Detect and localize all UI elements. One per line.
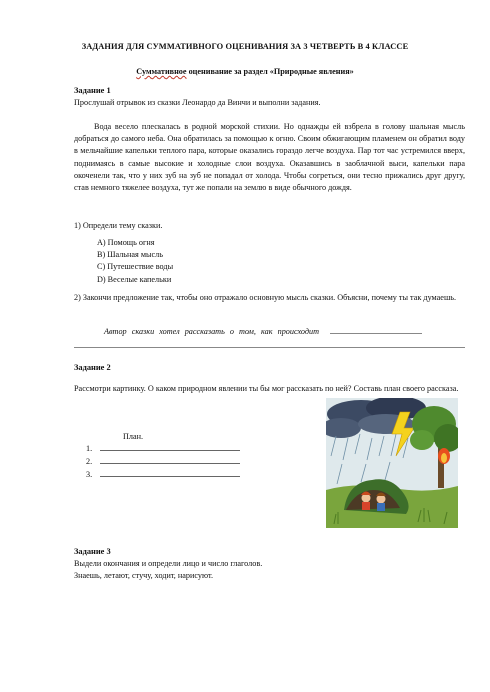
task2-instruction: Рассмотри картинку. О каком природном явлении ты бы мог рассказать по ней? Составь план своего рассказа. — [74, 384, 459, 393]
document-title: ЗАДАНИЯ ДЛЯ СУММАТИВНОГО ОЦЕНИВАНИЯ ЗА 3 ЧЕТВЕРТЬ В 4 КЛАССЕ — [81, 42, 409, 51]
answer-blank-line-2[interactable] — [74, 347, 465, 348]
option-a[interactable]: A) Помощь огня — [97, 238, 155, 247]
answer-blank-line[interactable] — [330, 325, 422, 334]
plan-item-1: 1. — [86, 442, 240, 455]
option-c[interactable]: C) Путешествие воды — [97, 262, 174, 272]
fire — [438, 448, 450, 464]
plan-title: План. — [123, 432, 144, 441]
story-excerpt: Вода весело плескалась в родной морской стихии. Но однажды ей взбрела в голову шальная мысль добраться до самого неба. Она обратилась за помощью к огню. Своим обжигающим пламенем он обратил воду в мельчайшие капельки теплого пара, которые оказались гораздо легче воздуха. Пар тот час устремился вверх, поднимаясь в самые высокие и холодные слои воздуха. Оказавшись в заоблачной выси, капельки пара окоченели так, что у них зуб на зуб не попадал от холода. Чтобы согреться, они тесно прижались друг другу, став немного тяжелее воздуха, тут же попали на землю в виде обычного дождя. — [74, 122, 465, 193]
task3-words: Знаешь, летают, стучу, ходит, нарисуют. — [74, 571, 214, 580]
document-subtitle — [0, 67, 490, 76]
task1-instruction: Прослушай отрывок из сказки Леонардо да Винчи и выполни задания. — [74, 98, 321, 107]
plan-line-2[interactable] — [100, 455, 240, 464]
plan-line-1[interactable] — [100, 442, 240, 451]
storm-illustration — [326, 398, 458, 528]
spellcheck-flagged-word: Суммативное — [136, 67, 187, 76]
question2: 2) Закончи предложение так, чтобы оно отражало основную мысль сказки. Объясни, почему ты так думаешь. — [74, 293, 457, 302]
answer-sentence — [74, 325, 465, 336]
plan-line-3[interactable] — [100, 468, 240, 477]
plan-list — [86, 442, 240, 482]
answer-prefix: Автор сказки хотел рассказать о том, как происходит — [104, 327, 320, 336]
option-d[interactable]: D) Веселые капельки — [97, 274, 172, 284]
task3-instruction: Выдели окончания и определи лицо и число глаголов. — [74, 559, 263, 568]
answer-options — [97, 237, 173, 286]
task2-heading: Задание 2 — [74, 363, 111, 372]
question1: 1) Определи тему сказки. — [74, 221, 163, 230]
task1-heading: Задание 1 — [74, 86, 111, 95]
plan-item-3: 3. — [86, 468, 240, 481]
plan-item-2: 2. — [86, 455, 240, 468]
task3-heading: Задание 3 — [74, 547, 111, 556]
option-b[interactable]: B) Шальная мысль — [97, 250, 163, 260]
subtitle-rest: оценивание за раздел «Природные явления» — [186, 67, 354, 76]
